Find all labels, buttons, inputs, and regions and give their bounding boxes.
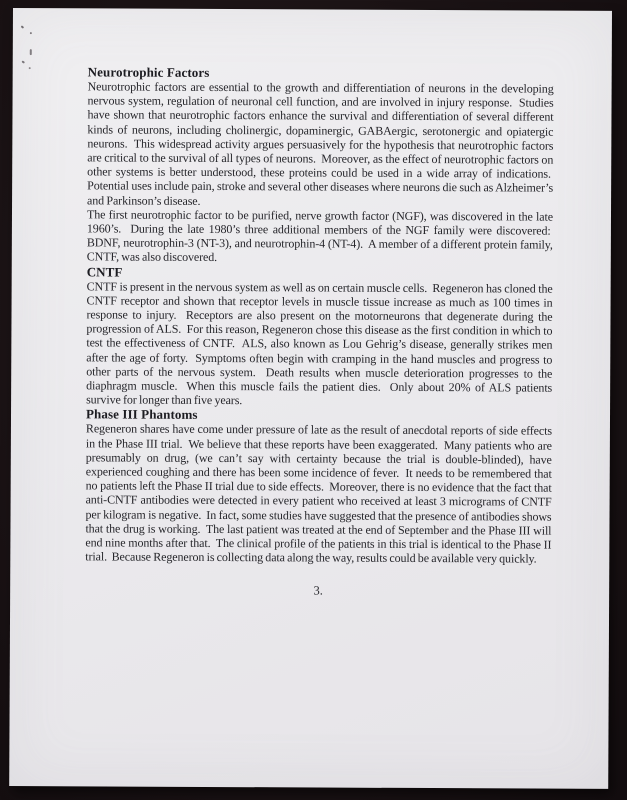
section-heading-neurotrophic-factors: Neurotrophic Factors (87, 64, 210, 80)
page-number: 3. (313, 582, 323, 598)
paragraph-cntf: CNTF is present in the nervous system as well as on certain muscle cells. Regeneron has cloned the CNTF receptor and shown that receptor levels in muscle tissue increase as much as 100 times in response to injury. Receptors are also present on the motorneurons that degenerate during the progression of ALS. For this reason, Regeneron chose this disease as the first condition in which to test the effectiveness of CNTF. ALS, also known as Lou Gehrig’s disease, generally strikes men after the age of forty. Symptoms often begin with cramping in the hand muscles and progress to other parts of the nervous system. Death results when muscle deterioration progresses to the diaphragm muscle. When this muscle fails the patient dies. Only about 20% of ALS patients survive for longer than five years. (86, 279, 553, 408)
section-heading-phase-iii-phantoms: Phase III Phantoms (85, 406, 198, 423)
paragraph-phase-iii: Regeneron shares have come under pressure of late as the result of anecdotal reports of side effects in the Phase III trial. We believe that these reports have been exaggerated. Many patients who are presumably on drug, (we can’t say with certainty because the trial is double-blinded), have experienced coughing and there has been some incidence of fever. It needs to be remembered that no patients left the Phase II trial due to side effects. Moreover, there is no evidence that the fact that anti-CNTF antibodies were detected in every patient who received at least 3 micrograms of CNTF per kilogram is negative. In fact, some studies have suggested that the presence of antibodies shows that the drug is working. The last patient was treated at the end of September and the Phase III will end nine months after that. The clinical profile of the patients in this trial is identical to the Phase II trial. Because Regeneron is collecting data along the way, results could be available very quickly. (85, 421, 552, 566)
paragraph-neurotrophic-2: The first neurotrophic factor to be purified, nerve growth factor (NGF), was discovered in the late 1960’s. During the late 1980’s three additional members of the NGF family were discovered: BDNF, neurotrophin-3 (NT-3), and neurotrophin-4 (NT-4). A member of a different protein family, CNTF, was also discovered. (86, 207, 554, 265)
scan-speck (30, 49, 32, 55)
scan-speck (21, 60, 25, 63)
document-body (85, 64, 554, 599)
section-heading-cntf: CNTF (86, 264, 123, 280)
paragraph-neurotrophic-1: Neurotrophic factors are essential to the growth and differentiation of neurons in the developing nervous system, regulation of neuronal cell function, and are involved in injury response. Studies have shown that neurotrophic factors enhance the survival and differentiation of several different kinds of neurons, including cholinergic, dopaminergic, GABAergic, serotonergic and opiatergic neurons. This widespread activity argues persuasively for the hypothesis that neurotrophic factors are critical to the survival of all types of neurons. Moreover, as the effect of neurotrophic factors on other systems is better understood, these proteins could be used in a wide array of indications. Potential uses include pain, stroke and several other diseases where neurons die such as Alzheimer’s and Parkinson’s disease. (87, 79, 554, 208)
scan-speck (30, 32, 32, 34)
scan-speck (29, 67, 31, 69)
scan-speck (21, 25, 25, 28)
document-page (9, 8, 612, 789)
